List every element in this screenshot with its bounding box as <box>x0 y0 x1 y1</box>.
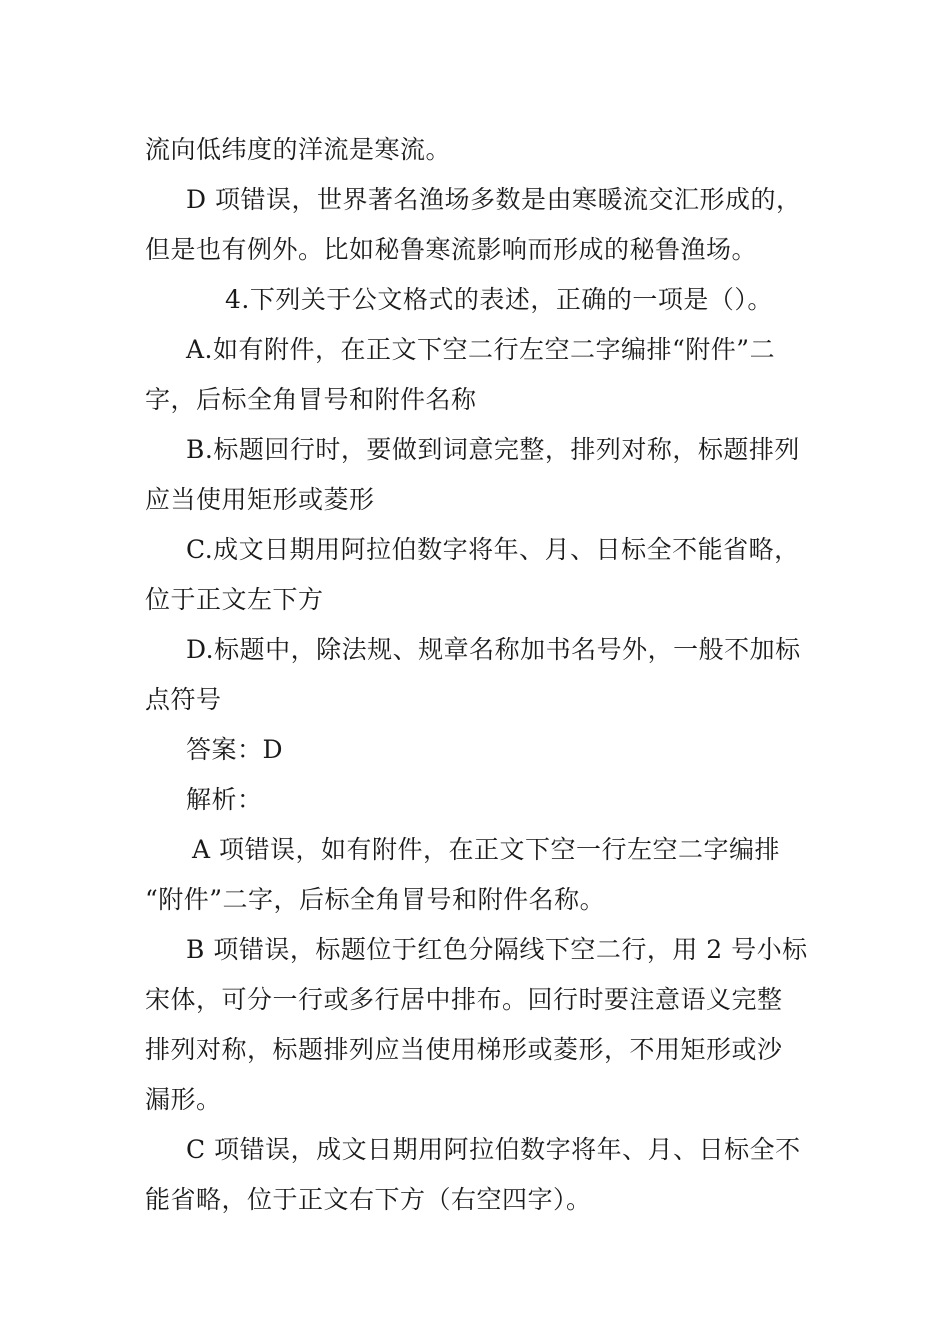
option-b: B.标题回行时，要做到词意完整，排列对称，标题排列 <box>186 435 800 464</box>
analysis-label: 解析： <box>186 785 263 814</box>
option-a-cont: 字，后标全角冒号和附件名称 <box>145 385 477 414</box>
option-a: A.如有附件，在正文下空二行左空二字编排“附件”二 <box>186 335 776 364</box>
option-c-cont: 位于正文左下方 <box>145 585 324 614</box>
analysis-c-cont: 能省略，位于正文右下方（右空四字）。 <box>145 1185 592 1214</box>
text-line: 流向低纬度的洋流是寒流。 <box>145 135 452 164</box>
option-d-cont: 点符号 <box>145 685 222 714</box>
option-d: D.标题中，除法规、规章名称加书名号外，一般不加标 <box>186 635 801 664</box>
analysis-b-cont: 排列对称，标题排列应当使用梯形或菱形，不用矩形或沙 <box>145 1035 783 1064</box>
option-c: C.成文日期用阿拉伯数字将年、月、日标全不能省略， <box>186 535 800 564</box>
analysis-c: C 项错误，成文日期用阿拉伯数字将年、月、日标全不 <box>186 1135 801 1164</box>
answer-line: 答案：D <box>186 735 284 764</box>
analysis-b: B 项错误，标题位于红色分隔线下空二行，用 2 号小标 <box>186 935 808 964</box>
analysis-a: A 项错误，如有附件，在正文下空一行左空二字编排 <box>192 835 781 864</box>
option-b-cont: 应当使用矩形或菱形 <box>145 485 375 514</box>
text-line: 但是也有例外。比如秘鲁寒流影响而形成的秘鲁渔场。 <box>145 235 758 264</box>
analysis-b-cont: 宋体，可分一行或多行居中排布。回行时要注意语义完整 <box>145 985 783 1014</box>
question-stem: 4.下列关于公文格式的表述，正确的一项是（）。 <box>225 285 773 314</box>
analysis-a-cont: “附件”二字，后标全角冒号和附件名称。 <box>145 885 606 914</box>
text-line: D 项错误，世界著名渔场多数是由寒暖流交汇形成的， <box>186 185 802 214</box>
analysis-b-cont: 漏形。 <box>145 1085 222 1114</box>
